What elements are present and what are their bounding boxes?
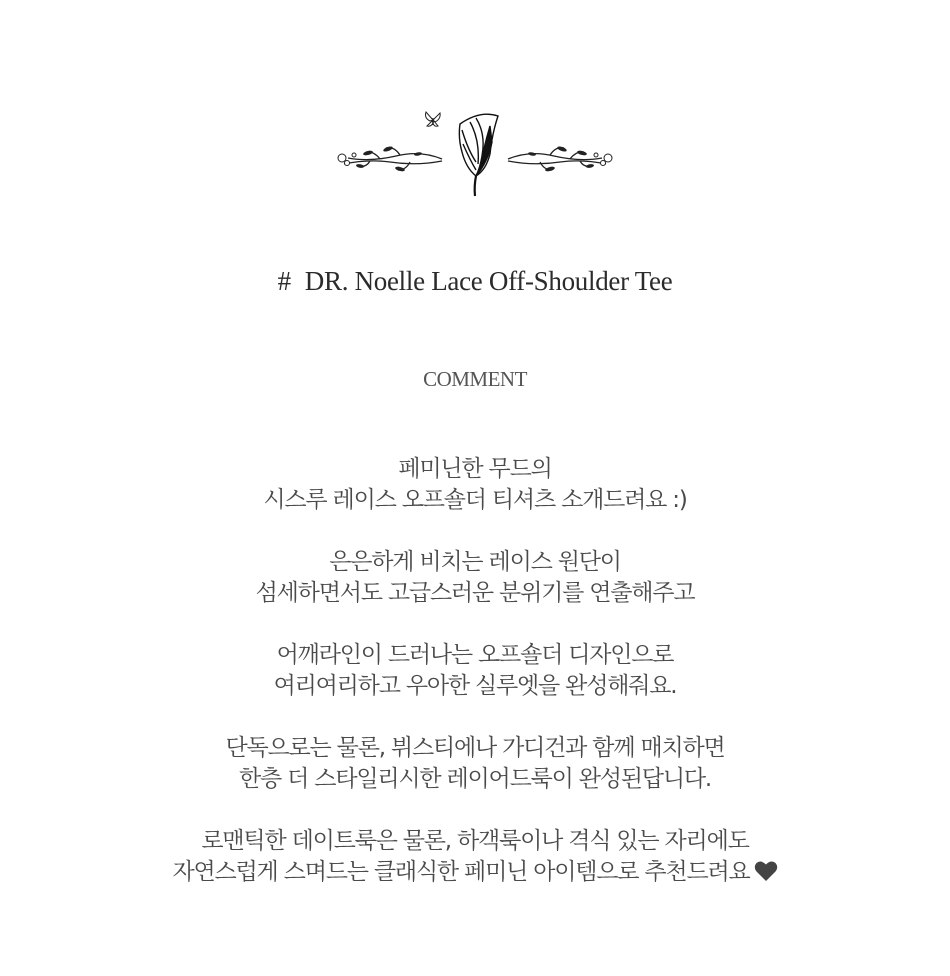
paragraph — [0, 826, 950, 888]
paragraph-line: 섬세하면서도 고급스러운 분위기를 연출해주고 — [255, 580, 695, 606]
paragraph-line: 페미닌한 무드의 — [398, 456, 552, 482]
paragraph-line: 단독으로는 물론, 뷔스티에나 가디건과 함께 매치하면 — [225, 735, 725, 761]
paragraph-line-with-heart — [0, 857, 950, 888]
paragraph-line: 은은하게 비치는 레이스 원단이 — [329, 549, 621, 575]
paragraph-line: 자연스럽게 스며드는 클래식한 페미닌 아이템으로 추천드려요 — [172, 859, 750, 885]
paragraph-line: 한층 더 스타일리시한 레이어드룩이 완성된답니다. — [239, 766, 711, 792]
paragraph — [0, 547, 950, 609]
comment-label: COMMENT — [423, 367, 527, 391]
butterfly-icon — [426, 112, 441, 126]
paragraph-line: 시스루 레이스 오프숄더 티셔츠 소개드려요 :) — [263, 487, 687, 513]
product-title — [0, 266, 950, 297]
description — [0, 454, 950, 888]
title-text: DR. Noelle Lace Off-Shoulder Tee — [304, 266, 673, 296]
paragraph — [0, 454, 950, 516]
paragraph-line: 로맨틱한 데이트룩은 물론, 하객룩이나 격식 있는 자리에도 — [201, 828, 749, 854]
paragraph-line: 어깨라인이 드러나는 오프숄더 디자인으로 — [276, 642, 674, 668]
title-hash: # — [277, 266, 291, 296]
heart-icon — [754, 860, 778, 882]
paragraph — [0, 640, 950, 702]
calla-lily-ornament-icon — [330, 104, 620, 202]
paragraph-line: 여리여리하고 우아한 실루엣을 완성해줘요. — [273, 673, 677, 699]
paragraph — [0, 733, 950, 795]
